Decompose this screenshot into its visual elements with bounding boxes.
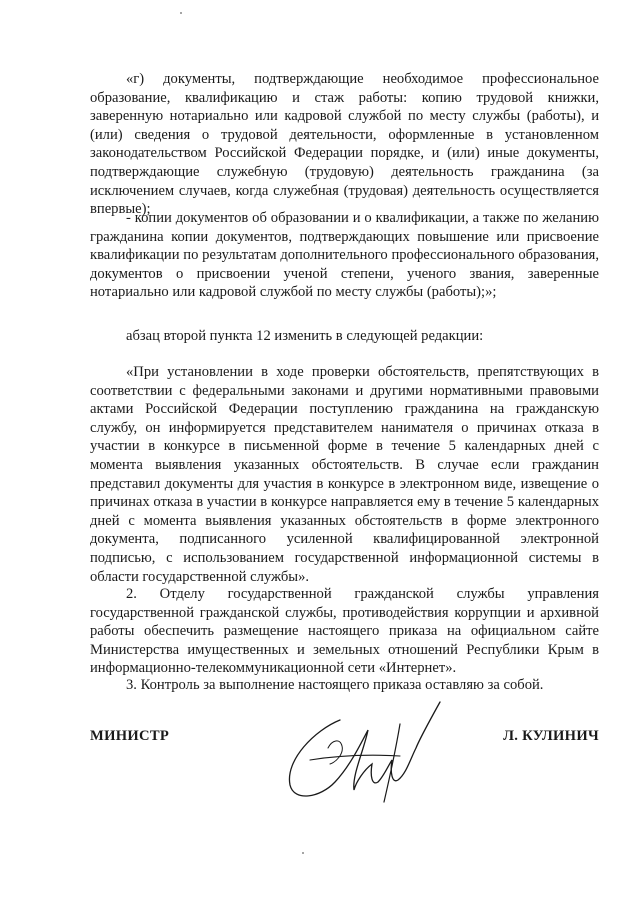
paragraph-item-2: 2. Отделу государственной гражданской службы управления государственной гражданской службы, противодействия коррупции и архивной работы обеспечить размещение настоящего приказа на официальном сайте Министерства имущественных и земельных отношений Республики Крым в информационно-телекоммуникационной сети «Интернет».	[90, 586, 599, 677]
scan-speck	[302, 852, 304, 854]
signatory-name: Л. КУЛИНИЧ	[503, 728, 599, 744]
signatory-position: МИНИСТР	[90, 728, 170, 744]
scan-speck	[180, 12, 182, 14]
paragraph-item-3: 3. Контроль за выполнение настоящего приказа оставляю за собой.	[126, 677, 544, 693]
paragraph-amendment-intro: абзац второй пункта 12 изменить в следующей редакции:	[126, 328, 484, 344]
paragraph-amendment-text: «При установлении в ходе проверки обстоятельств, препятствующих в соответствии с федеральными законами и другими нормативными правовыми актами Российской Федерации поступлению гражданина на гражданскую службу, он информируется представителем нанимателя о причинах отказа в участии в конкурсе в письменной форме в течение 5 календарных дней с момента выявления указанных обстоятельств. В случае если гражданин представил документы для участия в конкурсе в электронном виде, извещение о причинах отказа в участии в конкурсе направляется ему в течение 5 календарных дней с момента выявления указанных обстоятельств в форме электронного документа, подписанного усиленной квалифицированной электронной подписью, с использованием государственной информационной системы в области государственной службы».	[90, 364, 599, 585]
handwritten-signature	[280, 690, 450, 810]
paragraph-education-copies: - копии документов об образовании и о квалификации, а также по желанию гражданина копии документов, подтверждающих повышение или присвоение квалификации по результатам дополнительного профессионального образования, документов о присвоении ученой степени, ученого звания, заверенные нотариально или кадровой службой по месту службы (работы);»;	[90, 210, 599, 301]
signature-block	[90, 720, 599, 810]
paragraph-documents-list: «г) документы, подтверждающие необходимое профессиональное образование, квалификацию и стаж работы: копию трудовой книжки, заверенную нотариально или кадровой службой по месту службы (работы), и (или) сведения о трудовой деятельности, оформленные в установленном законодательством Российской Федерации порядке, и (или) иные документы, подтверждающие служебную (трудовую) деятельность гражданина (за исключением случаев, когда служебная (трудовая) деятельность осуществляется впервые);	[90, 71, 599, 218]
